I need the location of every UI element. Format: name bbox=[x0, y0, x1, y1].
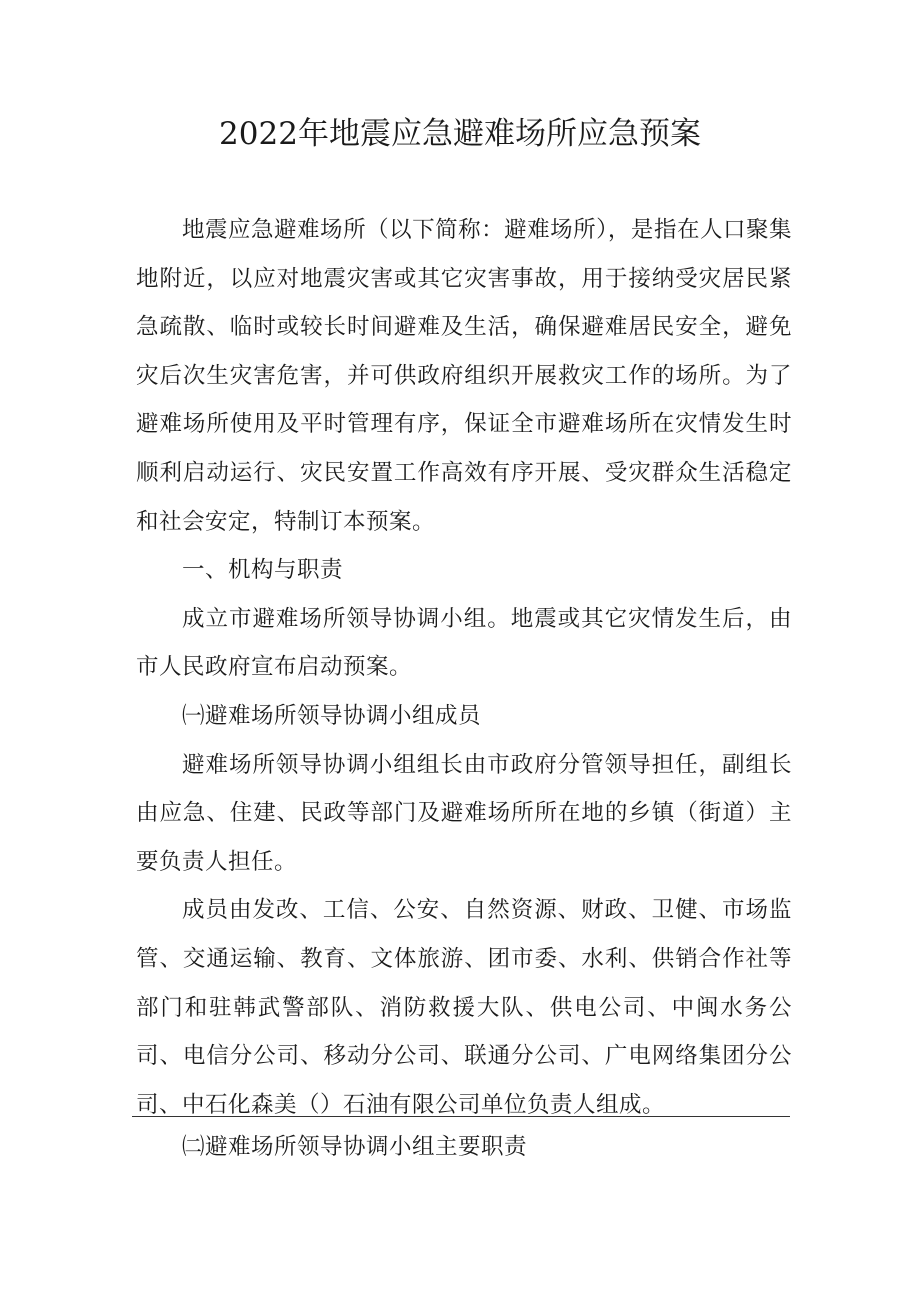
document-body bbox=[136, 206, 792, 1129]
section-heading-organization: 一、机构与职责 bbox=[182, 557, 344, 584]
paragraph-establish-group: 成立市避难场所领导协调小组。地震或其它灾情发生后，由市人民政府宣布启动预案。 bbox=[136, 605, 792, 681]
intro-paragraph: 地震应急避难场所（以下简称：避难场所），是指在人口聚集地附近，以应对地震灾害或其它灾害事故，用于接纳受灾居民紧急疏散、临时或较长时间避难及生活，确保避难居民安全，避免灾后次生灾害危害，并可供政府组织开展救灾工作的场所。为了避难场所使用及平时管理有序，保证全市避难场所在灾情发生时顺利启动运行、灾民安置工作高效有序开展、受灾群众生活稳定和社会安定，特制订本预案。 bbox=[136, 217, 792, 535]
subheading-group-duties: ㈡避难场所领导协调小组主要职责 bbox=[182, 1134, 528, 1160]
document-body-continued bbox=[136, 1123, 792, 1172]
document-title: 2022年地震应急避难场所应急预案 bbox=[219, 116, 701, 152]
subheading-group-members: ㈠避难场所领导协调小组成员 bbox=[182, 702, 482, 729]
paragraph-group-members: 成员由发改、工信、公安、自然资源、财政、卫健、市场监管、交通运输、教育、文体旅游、团市委、水利、供销合作社等部门和驻韩武警部队、消防救援大队、供电公司、中闽水务公司、电信分公司、移动分公司、联通分公司、广电网络集团分公司、中石化森美（）石油有限公司单位负责人组成。 bbox=[136, 897, 792, 1118]
horizontal-divider bbox=[132, 1116, 790, 1117]
paragraph-group-leader: 避难场所领导协调小组组长由市政府分管领导担任，副组长由应急、住建、民政等部门及避难场所所在地的乡镇（街道）主要负责人担任。 bbox=[136, 751, 792, 875]
